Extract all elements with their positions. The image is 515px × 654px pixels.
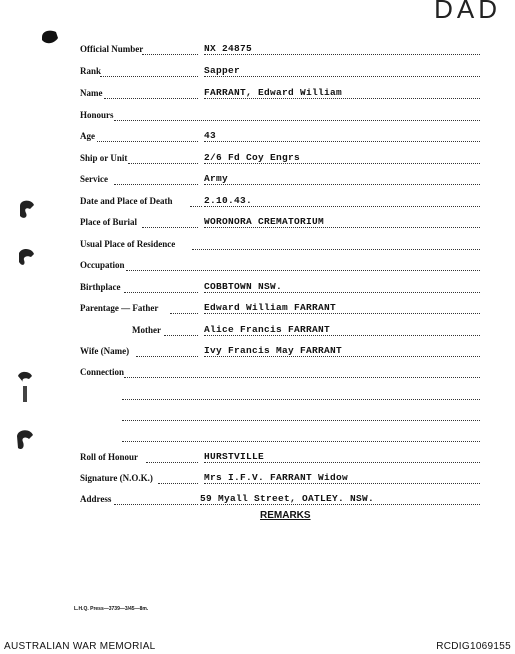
connection-blank-line: [0, 431, 515, 445]
value-father: Edward William FARRANT: [204, 302, 337, 313]
dots: [114, 120, 480, 121]
dots: [204, 163, 480, 164]
value-age: 43: [204, 130, 217, 141]
dots: [122, 441, 480, 442]
dots: [142, 54, 198, 55]
row-age: [0, 131, 515, 145]
dots: [170, 313, 198, 314]
label-date-place-death: Date and Place of Death: [80, 196, 173, 206]
row-place-of-burial: [0, 217, 515, 231]
dots: [122, 399, 480, 400]
dots: [204, 184, 480, 185]
value-date-place-death: 2.10.43.: [204, 195, 253, 206]
dots: [204, 206, 480, 207]
dots: [204, 483, 480, 484]
row-usual-residence: [0, 239, 515, 253]
label-honours: Honours: [80, 110, 114, 120]
dots: [114, 184, 198, 185]
row-connection: [0, 367, 515, 381]
row-signature: [0, 473, 515, 487]
dots: [200, 504, 480, 505]
dots: [146, 462, 198, 463]
row-birthplace: [0, 282, 515, 296]
row-roll-of-honour: [0, 452, 515, 466]
dots: [100, 76, 198, 77]
dots: [204, 356, 480, 357]
label-connection: Connection: [80, 367, 125, 377]
row-name: [0, 88, 515, 102]
label-service: Service: [80, 174, 108, 184]
label-name: Name: [80, 88, 103, 98]
dots: [204, 54, 480, 55]
row-service: [0, 174, 515, 188]
dots: [104, 98, 198, 99]
row-father: [0, 303, 515, 317]
row-honours: [0, 110, 515, 124]
value-rank: Sapper: [204, 65, 241, 76]
value-roll-of-honour: HURSTVILLE: [204, 451, 265, 462]
value-service: Army: [204, 173, 229, 184]
value-name: FARRANT, Edward William: [204, 87, 343, 98]
dots: [122, 420, 480, 421]
value-wife: Ivy Francis May FARRANT: [204, 345, 343, 356]
label-ship-or-unit: Ship or Unit: [80, 153, 128, 163]
connection-blank-line: [0, 410, 515, 424]
label-address: Address: [80, 494, 112, 504]
row-occupation: [0, 260, 515, 274]
value-signature: Mrs I.F.V. FARRANT Widow: [204, 472, 349, 483]
row-ship-or-unit: [0, 153, 515, 167]
dots: [204, 141, 480, 142]
label-roll-of-honour: Roll of Honour: [80, 452, 139, 462]
label-signature: Signature (N.O.K.): [80, 473, 153, 483]
row-date-place-death: [0, 196, 515, 210]
dots: [204, 292, 480, 293]
label-wife: Wife (Name): [80, 346, 130, 356]
value-mother: Alice Francis FARRANT: [204, 324, 331, 335]
label-occupation: Occupation: [80, 260, 125, 270]
dots: [204, 335, 480, 336]
label-usual-residence: Usual Place of Residence: [80, 239, 176, 249]
label-rank: Rank: [80, 66, 102, 76]
label-birthplace: Birthplace: [80, 282, 121, 292]
dots: [204, 313, 480, 314]
print-note: L.H.Q. Press—3739—3/45—8m.: [74, 606, 149, 612]
label-father: Parentage — Father: [80, 303, 159, 313]
label-place-of-burial: Place of Burial: [80, 217, 137, 227]
row-address: [0, 494, 515, 508]
footer-record-id: RCDIG1069155: [436, 641, 511, 652]
dots: [142, 227, 198, 228]
dots: [136, 356, 198, 357]
dots: [192, 249, 480, 250]
label-age: Age: [80, 131, 95, 141]
dots: [128, 163, 198, 164]
dots: [190, 206, 202, 207]
row-official-number: [0, 44, 515, 58]
dots: [124, 377, 480, 378]
dots: [204, 76, 480, 77]
value-birthplace: COBBTOWN NSW.: [204, 281, 283, 292]
connection-blank-line: [0, 389, 515, 403]
label-official-number: Official Number: [80, 44, 144, 54]
dots: [204, 462, 480, 463]
label-mother: Mother: [132, 325, 161, 335]
footer-archive-name: AUSTRALIAN WAR MEMORIAL: [4, 641, 156, 652]
dots: [204, 227, 480, 228]
value-ship-or-unit: 2/6 Fd Coy Engrs: [204, 152, 301, 163]
remarks-heading: REMARKS: [260, 510, 311, 521]
row-mother: [0, 325, 515, 339]
dots: [158, 483, 198, 484]
dots: [114, 504, 198, 505]
dots: [164, 335, 198, 336]
row-wife: [0, 346, 515, 360]
row-rank: [0, 66, 515, 80]
dots: [97, 141, 198, 142]
dots: [126, 270, 480, 271]
value-address: 59 Myall Street, OATLEY. NSW.: [200, 493, 375, 504]
value-place-of-burial: WORONORA CREMATORIUM: [204, 216, 325, 227]
dots: [204, 98, 480, 99]
dots: [124, 292, 198, 293]
value-official-number: NX 24875: [204, 43, 253, 54]
corner-mark: DAD: [434, 0, 501, 24]
